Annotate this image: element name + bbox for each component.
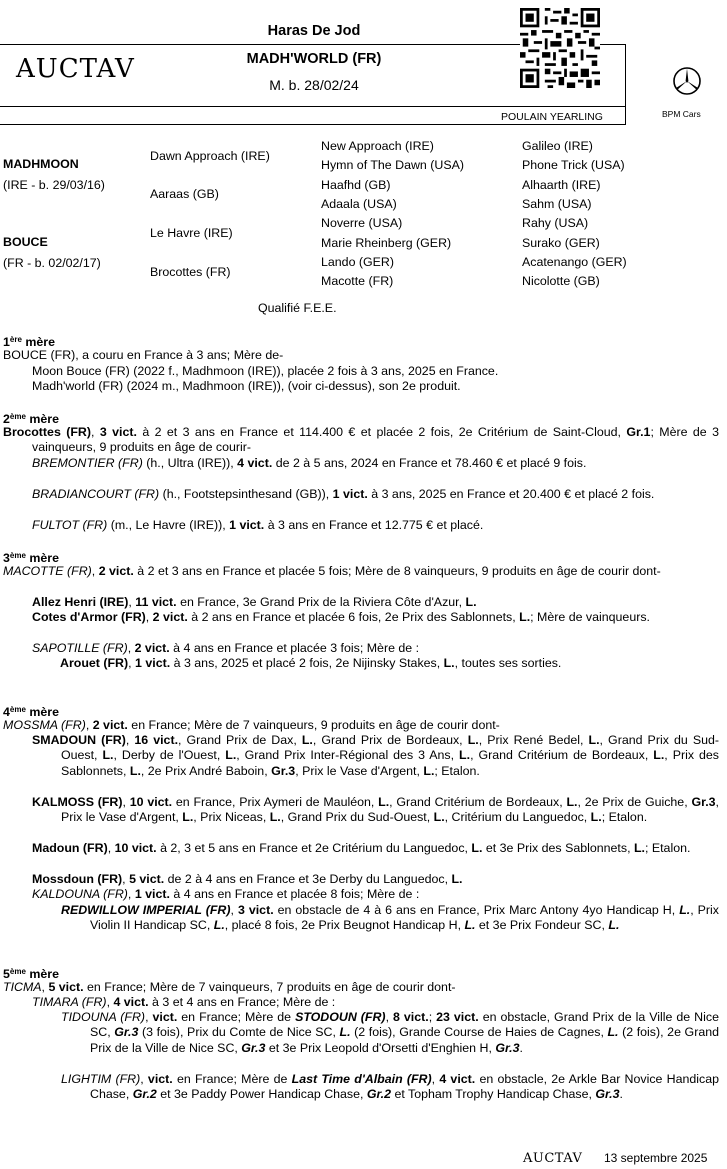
- auctav-logo: AUCTAV: [16, 54, 135, 84]
- heading-5eme-mere: 5ème mère: [3, 967, 59, 981]
- qualification: Qualifié F.E.E.: [258, 301, 337, 315]
- ped-gen3: Marie Rheinberg (GER): [321, 236, 452, 250]
- ped-gen3: New Approach (IRE): [321, 139, 434, 153]
- ped-gen3: Lando (GER): [321, 255, 395, 269]
- ped-gen3: Noverre (USA): [321, 216, 403, 230]
- mercedes-star-icon: [672, 66, 702, 96]
- ped-gen4: Galileo (IRE): [522, 139, 593, 153]
- m4-produce-entry: KALDOUNA (FR), 1 vict. à 4 ans en France et placée 8 fois; Mère de :: [32, 887, 420, 901]
- ped-gen4: Acatenango (GER): [522, 255, 627, 269]
- heading-4eme-mere: 4ème mère: [3, 705, 59, 719]
- qr-code-icon: [520, 8, 600, 88]
- footer-logo: AUCTAV: [523, 1151, 583, 1166]
- m2-dam-entry: Brocottes (FR), 3 vict. à 2 et 3 ans en France et 114.400 € et placée 2 fois, 2e Critérium de Saint-Cloud, Gr.1; Mère de 3 vainqueurs, 9 produits en âge de courir-: [3, 425, 719, 455]
- m4-dam-entry: MOSSMA (FR), 2 vict. en France; Mère de 7 vainqueurs, 9 produits en âge de courir dont-: [3, 718, 500, 732]
- m3-produce-entry: Arouet (FR), 1 vict. à 3 ans, 2025 et placé 2 fois, 2e Nijinsky Stakes, L., toutes ses sorties.: [60, 656, 562, 670]
- ped-gen4: Nicolotte (GB): [522, 274, 600, 288]
- m2-produce-entry: BREMONTIER (FR) (h., Ultra (IRE)), 4 vict. de 2 à 5 ans, 2024 en France et 78.460 € et placé 9 fois.: [32, 456, 587, 470]
- horse-info: M. b. 28/02/24: [269, 77, 359, 93]
- m5-dam-entry: TICMA, 5 vict. en France; Mère de 7 vainqueurs, 7 produits en âge de courir dont-: [3, 980, 456, 994]
- m2-produce-entry: BRADIANCOURT (FR) (h., Footstepsinthesand (GB)), 1 vict. à 3 ans, 2025 en France et 20.400 € et placé 2 fois.: [32, 487, 655, 501]
- dam-info: (FR - b. 02/02/17): [3, 256, 101, 270]
- footer-date: 13 septembre 2025: [604, 1151, 708, 1165]
- m5-produce-entry: TIDOUNA (FR), vict. en France; Mère de STODOUN (FR), 8 vict.; 23 vict. en obstacle, Grand Prix de la Ville de Nice SC, Gr.3 (3 fois), Prix du Comte de Nice SC, L. (2 fois), Grande Course de Haies de Cagnes, L. (2 fois), 2e Grand Prix de la Ville de Nice SC, Gr.3 et 3e Prix Leopold d'Orsetti d'Enghien H, Gr.3.: [61, 1010, 719, 1055]
- m5-produce-entry: LIGHTIM (FR), vict. en France; Mère de Last Time d'Albain (FR), 4 vict. en obstacle, 2e Arkle Bar Novice Handicap Chase, Gr.2 et 3e Paddy Power Handicap Chase, Gr.2 et Topham Trophy Handicap Chase, Gr.3.: [61, 1072, 720, 1102]
- m3-produce-entry: Cotes d'Armor (FR), 2 vict. à 2 ans en France et placée 6 fois, 2e Prix des Sablonnets, L.; Mère de vainqueurs.: [32, 610, 650, 624]
- ped-gen3: Macotte (FR): [321, 274, 394, 288]
- heading-3eme-mere: 3ème mère: [3, 551, 59, 565]
- horse-name: MADH'WORLD (FR): [246, 51, 382, 67]
- m4-produce-entry: REDWILLOW IMPERIAL (FR), 3 vict. en obstacle de 4 à 6 ans en France, Prix Marc Antony 4yo Handicap H, L., Prix Violin II Handicap SC, L., placé 8 fois, 2e Prix Beugnot Handicap H, L. et 3e Prix Fondeur SC, L.: [61, 903, 719, 933]
- m4-produce-entry: Mossdoun (FR), 5 vict. de 2 à 4 ans en France et 3e Derby du Languedoc, L.: [32, 872, 463, 886]
- sire-name: MADHMOON: [3, 157, 79, 171]
- dam-name: BOUCE: [3, 235, 48, 249]
- m5-produce-entry: TIMARA (FR), 4 vict. à 3 et 4 ans en France; Mère de :: [32, 995, 336, 1009]
- header-divider: [0, 106, 626, 107]
- ped-gen4: Phone Trick (USA): [522, 158, 625, 172]
- heading-2eme-mere: 2ème mère: [3, 412, 59, 426]
- ped-gen4: Surako (GER): [522, 236, 600, 250]
- m2-produce-entry: FULTOT (FR) (m., Le Havre (IRE)), 1 vict. à 3 ans en France et 12.775 € et placé.: [32, 518, 484, 532]
- ped-gen2: Dawn Approach (IRE): [150, 149, 270, 163]
- m1-line: BOUCE (FR), a couru en France à 3 ans; Mère de-: [3, 348, 284, 362]
- ped-gen4: Rahy (USA): [522, 216, 589, 230]
- ped-gen4: Sahm (USA): [522, 197, 592, 211]
- m4-produce-entry: KALMOSS (FR), 10 vict. en France, Prix Aymeri de Mauléon, L., Grand Critérium de Bordeaux, L., 2e Prix de Guiche, Gr.3, Prix le Vase d'Argent, L., Prix Niceas, L., Grand Prix du Sud-Ouest, L., Critérium du Languedoc, L.; Etalon.: [32, 795, 719, 825]
- category-label: POULAIN YEARLING: [501, 111, 603, 123]
- m1-line: Madh'world (FR) (2024 m., Madhmoon (IRE)), (voir ci-dessus), son 2e produit.: [32, 379, 461, 393]
- m4-produce-entry: Madoun (FR), 10 vict. à 2, 3 et 5 ans en France et 2e Critérium du Languedoc, L. et 3e Prix des Sablonnets, L.; Etalon.: [32, 841, 691, 855]
- ped-gen3: Adaala (USA): [321, 197, 397, 211]
- ped-gen2: Le Havre (IRE): [150, 226, 233, 240]
- heading-1ere-mere: 1ère mère: [3, 335, 55, 349]
- m3-dam-entry: MACOTTE (FR), 2 vict. à 2 et 3 ans en France et placée 5 fois; Mère de 8 vainqueurs, 9 produits en âge de courir dont-: [3, 564, 661, 578]
- m3-produce-entry: SAPOTILLE (FR), 2 vict. à 4 ans en France et placée 3 fois; Mère de :: [32, 641, 420, 655]
- m3-produce-entry: Allez Henri (IRE), 11 vict. en France, 3e Grand Prix de la Riviera Côte d'Azur, L.: [32, 595, 477, 609]
- ped-gen2: Brocottes (FR): [150, 265, 231, 279]
- ped-gen4: Alhaarth (IRE): [522, 178, 601, 192]
- ped-gen2: Aaraas (GB): [150, 187, 219, 201]
- breeder-name: Haras De Jod: [267, 23, 361, 39]
- sponsor-name: BPM Cars: [662, 109, 701, 119]
- ped-gen3: Hymn of The Dawn (USA): [321, 158, 464, 172]
- m1-line: Moon Bouce (FR) (2022 f., Madhmoon (IRE)), placée 2 fois à 3 ans, 2025 en France.: [32, 364, 499, 378]
- ped-gen3: Haafhd (GB): [321, 178, 391, 192]
- sire-info: (IRE - b. 29/03/16): [3, 178, 105, 192]
- m4-produce-entry: SMADOUN (FR), 16 vict., Grand Prix de Dax, L., Grand Prix de Bordeaux, L., Prix René Bedel, L., Grand Prix du Sud-Ouest, L., Derby de l'Ouest, L., Grand Prix Inter-Régional des 3 Ans, L., Grand Critérium de Bordeaux, L., Prix des Sablonnets, L., 2e Prix André Baboin, Gr.3, Prix le Vase d'Argent, L.; Etalon.: [32, 733, 719, 778]
